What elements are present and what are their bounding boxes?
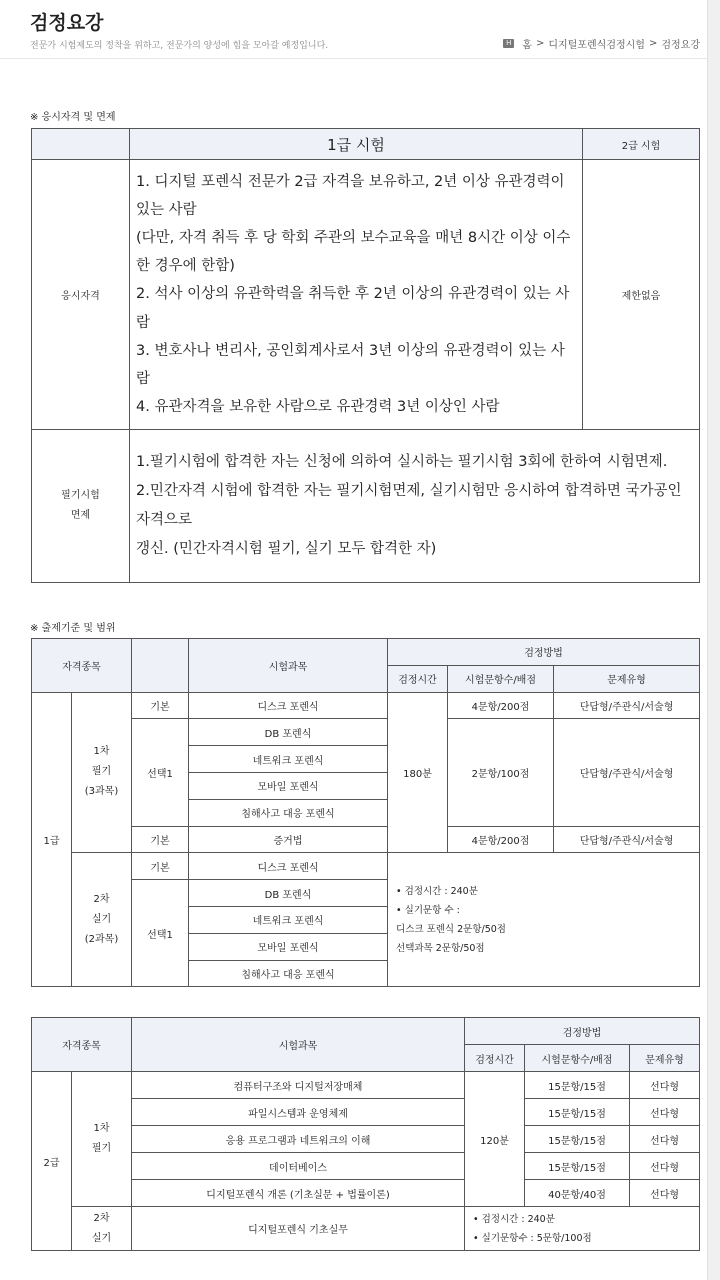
type-cell: 선다형 xyxy=(630,1099,700,1126)
breadcrumb xyxy=(503,36,700,51)
note-line: • 검정시간 : 240분 xyxy=(396,885,478,897)
subject-cell: 디스크 포렌식 xyxy=(189,853,388,880)
header-method: 검정방법 xyxy=(388,639,700,666)
qual-line: 4. 유관자격을 보유한 사람으로 유관경력 3년 이상인 사람 xyxy=(136,399,500,416)
header-subject: 시험과목 xyxy=(132,1018,465,1072)
breadcrumb-home[interactable]: 홈 xyxy=(522,40,532,51)
subject-cell: 디지털포렌식 개론 (기초실문 + 법률이론) xyxy=(132,1180,465,1207)
label-line: (2과목) xyxy=(84,933,119,945)
row-label-qualification: 응시자격 xyxy=(32,160,130,430)
type-cell: 선다형 xyxy=(630,1126,700,1153)
breadcrumb-separator: > xyxy=(648,38,658,49)
note-line: • 실기문항수 : 5문항/100점 xyxy=(473,1232,592,1244)
basic-label: 기본 xyxy=(132,853,189,880)
type-cell: 선다형 xyxy=(630,1153,700,1180)
header-grade: 자격종목 xyxy=(32,1018,132,1072)
type-cell: 단답형/주관식/서술형 xyxy=(554,692,700,719)
subject-cell: 침해사고 대응 포렌식 xyxy=(189,960,388,987)
practical-label xyxy=(72,853,132,987)
header-type: 문제유형 xyxy=(630,1045,700,1072)
label-line: 면제 xyxy=(70,510,91,521)
page-subtitle: 전문가 시험제도의 정착을 위하고, 전문가의 양성에 힘을 모아갈 예정입니다. xyxy=(30,41,329,51)
subject-cell: 모바일 포렌식 xyxy=(189,772,388,799)
breadcrumb-exam[interactable]: 디지털포렌식검정시험 xyxy=(548,40,645,51)
note-line: • 실기문항 수 : xyxy=(396,904,460,916)
section-heading-qualification: ※ 응시자격 및 면제 xyxy=(30,112,116,123)
basic-label: 기본 xyxy=(132,826,189,853)
label-line: 1차 xyxy=(93,746,110,758)
subject-cell: 모바일 포렌식 xyxy=(189,933,388,960)
header-count: 시험문항수/배점 xyxy=(448,665,554,692)
header-grade2: 2급 시험 xyxy=(583,129,700,160)
count-cell: 15문항/15점 xyxy=(525,1126,630,1153)
header-empty xyxy=(132,639,189,693)
count-cell: 40문항/40점 xyxy=(525,1180,630,1207)
subject-cell: 파일시스템과 운영체제 xyxy=(132,1099,465,1126)
subject-cell: DB 포렌식 xyxy=(189,880,388,907)
practical-notes xyxy=(465,1207,700,1251)
qual-line: 1. 디지털 포렌식 전문가 2급 자격을 보유하고, 2년 이상 유관경력이 있는 사람 xyxy=(136,173,565,218)
page-header xyxy=(0,0,708,59)
header-grade1: 1급 시험 xyxy=(130,129,583,160)
grade1-criteria-table xyxy=(31,638,700,987)
page-title: 검정요강 xyxy=(30,12,104,34)
basic-label: 기본 xyxy=(132,692,189,719)
section-heading-criteria: ※ 출제기준 및 범위 xyxy=(30,623,116,634)
header-count: 시험문항수/배점 xyxy=(525,1045,630,1072)
label-line: 필기 xyxy=(91,766,112,778)
grade2-qualification: 제한없음 xyxy=(583,160,700,430)
qualification-text xyxy=(130,160,583,430)
written-label xyxy=(72,692,132,853)
note-line: 선택과목 2문항/50점 xyxy=(396,942,485,954)
qualification-table xyxy=(31,128,700,583)
label-line: 1차 xyxy=(93,1123,110,1134)
header-time: 검정시간 xyxy=(465,1045,525,1072)
count-cell: 2문항/100점 xyxy=(448,719,554,826)
elective-label: 선택1 xyxy=(132,880,189,987)
exempt-line: 2.민간자격 시험에 합격한 자는 필기시험면제, 실기시험만 응시하여 합격하면 국가공인자격으로 xyxy=(136,483,682,528)
header-grade: 자격종목 xyxy=(32,639,132,693)
label-line: 필기시험 xyxy=(61,490,100,501)
home-icon[interactable]: H xyxy=(503,39,514,48)
label-line: 실기 xyxy=(91,1232,112,1244)
elective-label: 선택1 xyxy=(132,719,189,826)
qual-line: 2. 석사 이상의 유관학력을 취득한 후 2년 이상의 유관경력이 있는 사람 xyxy=(136,286,570,331)
subject-cell: 디지털포렌식 기초실무 xyxy=(132,1207,465,1251)
label-line: 2차 xyxy=(93,1212,110,1224)
label-line: 실기 xyxy=(91,913,112,925)
type-cell: 단답형/주관식/서술형 xyxy=(554,826,700,853)
type-cell: 단답형/주관식/서술형 xyxy=(554,719,700,826)
grade-cell: 2급 xyxy=(32,1072,72,1251)
written-time: 180분 xyxy=(388,692,448,853)
subject-cell: DB 포렌식 xyxy=(189,719,388,746)
subject-cell: 응용 프로그램과 네트워크의 이해 xyxy=(132,1126,465,1153)
header-type: 문제유형 xyxy=(554,665,700,692)
subject-cell: 네트워크 포렌식 xyxy=(189,746,388,773)
row-label-exemption xyxy=(32,430,130,583)
breadcrumb-separator: > xyxy=(535,38,545,49)
qual-line: (다만, 자격 취득 후 당 학회 주관의 보수교육을 매년 8시간 이상 이수한 경우에 한함) xyxy=(136,229,571,275)
label-line: 필기 xyxy=(91,1143,112,1154)
header-subject: 시험과목 xyxy=(189,639,388,693)
scrollbar[interactable] xyxy=(707,0,720,1280)
subject-cell: 네트워크 포렌식 xyxy=(189,906,388,933)
exempt-line: 갱신. (민간자격시험 필기, 실기 모두 합격한 자) xyxy=(136,541,437,557)
subject-cell: 침해사고 대응 포렌식 xyxy=(189,799,388,826)
label-line: 2차 xyxy=(93,893,110,905)
count-cell: 4문항/200점 xyxy=(448,826,554,853)
subject-cell: 데이터베이스 xyxy=(132,1153,465,1180)
type-cell: 선다형 xyxy=(630,1072,700,1099)
subject-cell: 증거법 xyxy=(189,826,388,853)
subject-cell: 디스크 포렌식 xyxy=(189,692,388,719)
header-empty xyxy=(32,129,130,160)
written-label xyxy=(72,1072,132,1207)
exempt-line: 1.필기시험에 합격한 자는 신청에 의하여 실시하는 필기시험 3회에 한하여 시험면제. xyxy=(136,454,668,470)
qual-line: 3. 변호사나 변리사, 공인회계사로서 3년 이상의 유관경력이 있는 사람 xyxy=(136,342,565,387)
grade-cell: 1급 xyxy=(32,692,72,987)
count-cell: 15문항/15점 xyxy=(525,1072,630,1099)
breadcrumb-current[interactable]: 검정요강 xyxy=(661,40,700,51)
subject-cell: 컴퓨터구조와 디지털저장매체 xyxy=(132,1072,465,1099)
note-line: • 검정시간 : 240분 xyxy=(473,1213,555,1225)
practical-label xyxy=(72,1207,132,1251)
practical-notes xyxy=(388,853,700,987)
header-method: 검정방법 xyxy=(465,1018,700,1045)
count-cell: 15문항/15점 xyxy=(525,1153,630,1180)
count-cell: 15문항/15점 xyxy=(525,1099,630,1126)
count-cell: 4문항/200점 xyxy=(448,692,554,719)
label-line: (3과목) xyxy=(84,786,119,798)
grade2-criteria-table xyxy=(31,1017,700,1251)
header-time: 검정시간 xyxy=(388,665,448,692)
written-time: 120분 xyxy=(465,1072,525,1207)
exemption-text xyxy=(130,430,700,583)
type-cell: 선다형 xyxy=(630,1180,700,1207)
note-line: 디스크 포렌식 2문항/50점 xyxy=(396,923,506,935)
